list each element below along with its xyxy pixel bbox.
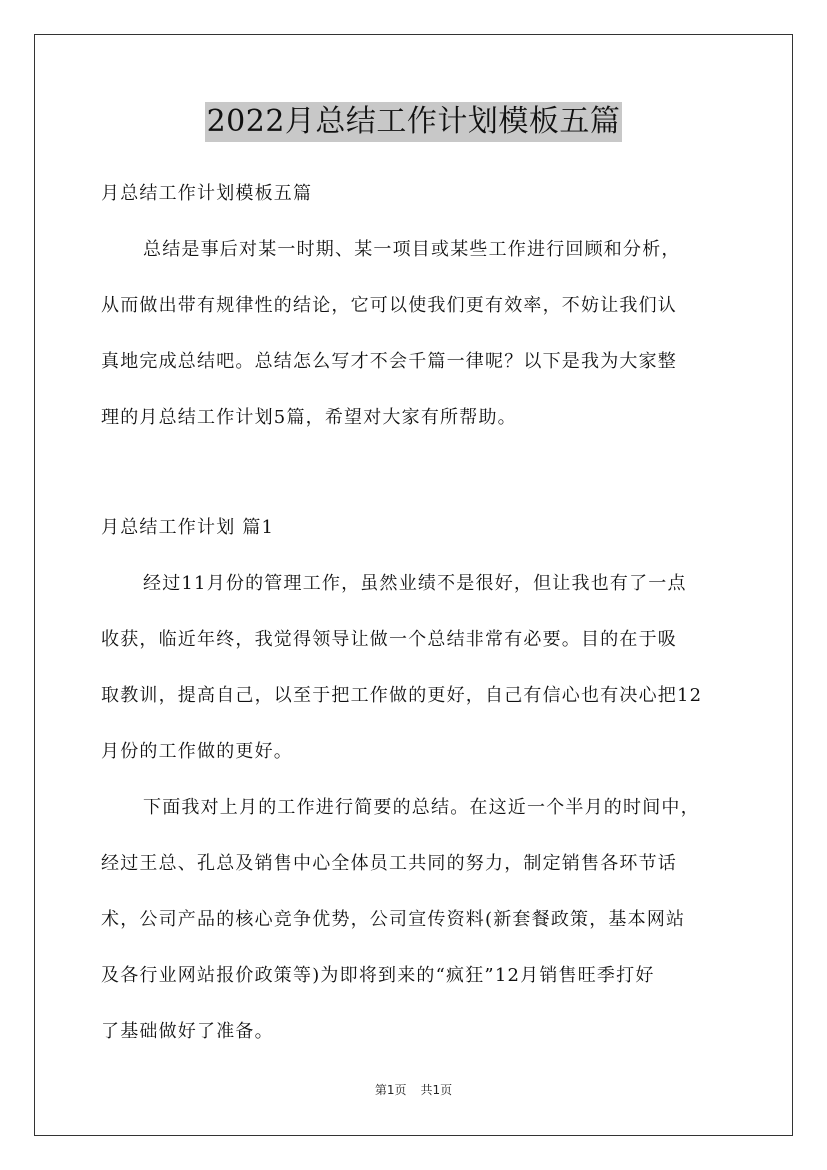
intro-line: 真地完成总结吧。总结怎么写才不会千篇一律呢？以下是我为大家整 [101,351,677,372]
paragraph-spacer [101,452,729,506]
section-heading: 月总结工作计划 篇1 [101,517,275,538]
title-container [0,102,827,142]
document-body [101,172,729,1066]
page-number: 第1页 [374,1083,407,1097]
paragraph-line: 取教训，提高自己，以至于把工作做的更好，自己有信心也有决心把12 [101,685,703,706]
paragraph-line: 下面我对上月的工作进行简要的总结。在这近一个半月的时间中， [143,797,700,818]
paragraph-line: 经过11月份的管理工作，虽然业绩不是很好，但让我也有了一点 [143,573,687,594]
page-footer [0,1082,827,1098]
paragraph-line: 月份的工作做的更好。 [101,741,293,762]
paragraph-line: 术，公司产品的核心竞争优势，公司宣传资料(新套餐政策，基本网站 [101,909,686,930]
intro-line: 总结是事后对某一时期、某一项目或某些工作进行回顾和分析， [143,239,681,260]
intro-line: 从而做出带有规律性的结论，它可以使我们更有效率，不妨让我们认 [101,295,677,316]
paragraph-line: 了基础做好了准备。 [101,1021,274,1042]
paragraph-line: 收获，临近年终，我觉得领导让做一个总结非常有必要。目的在于吸 [101,629,677,650]
page-total: 共1页 [420,1083,453,1097]
intro-line: 理的月总结工作计划5篇，希望对大家有所帮助。 [101,407,517,428]
paragraph-line: 经过王总、孔总及销售中心全体员工共同的努力，制定销售各环节话 [101,853,677,874]
paragraph-line: 及各行业网站报价政策等)为即将到来的“疯狂”12月销售旺季打好 [101,965,655,986]
document-subtitle: 月总结工作计划模板五篇 [101,183,313,204]
document-title: 2022月总结工作计划模板五篇 [205,102,623,142]
